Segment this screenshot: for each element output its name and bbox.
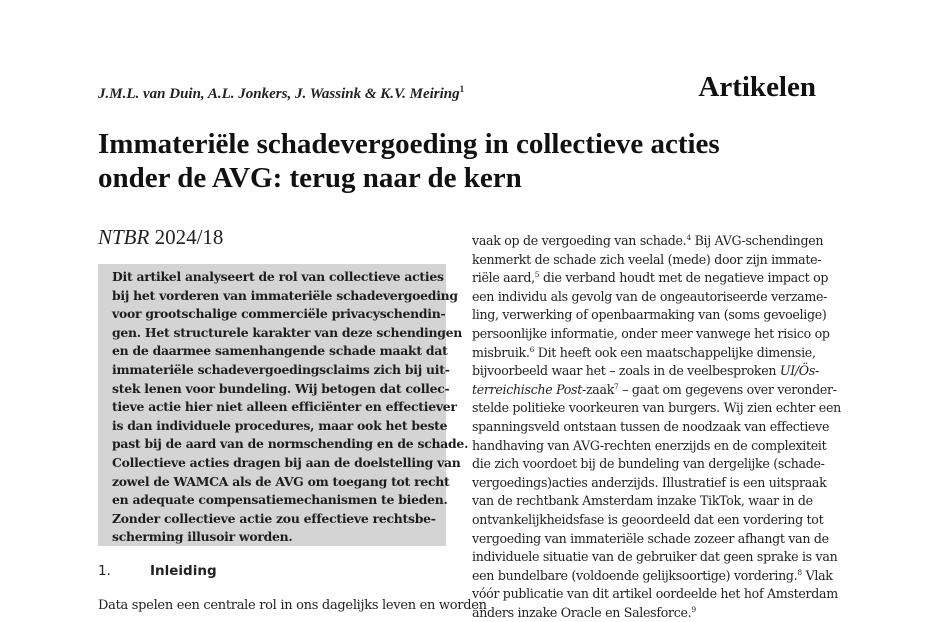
section-heading (98, 563, 217, 579)
body-line: handhaving van AVG-rechten enerzijds en de complexiteit (472, 437, 827, 453)
body-line: vergoeding van immateriële schade zozeer afhangt van de (472, 530, 829, 546)
abstract-line: tieve actie hier niet alleen efficiënter en effectiever (112, 399, 457, 415)
body-line: terreichische Post-zaak$^7$ – gaat om gegevens over veronder- (472, 381, 837, 397)
footnote-marker[interactable]: 9 (691, 604, 696, 614)
body-line: vaak op de vergoeding van schade.$^4$ Bij AVG-schendingen (472, 232, 824, 248)
section-label: Artikelen (698, 71, 816, 103)
body-line: vóór publicatie van dit artikel oordeelde het hof Amsterdam (472, 586, 838, 602)
body-line: kenmerkt de schade zich veelal (mede) door zijn immate- (472, 251, 822, 267)
article-title (98, 127, 798, 195)
body-line: ontvankelijkheidsfase is geoordeeld dat een vordering tot (472, 511, 824, 527)
body-line: een bundelbare (voldoende gelijksoortige) vordering.$^8$ Vlak (472, 567, 833, 583)
abstract-line: bij het vorderen van immateriële schadevergoeding (112, 287, 458, 303)
reference-number: 2024/18 (154, 225, 224, 249)
journal-reference (98, 225, 223, 250)
case-name-italic: UI/Ös- (779, 363, 819, 379)
abstract-line: voor grootschalige commerciële privacyschendin- (112, 306, 446, 322)
title-line: Immateriële schadevergoeding in collectieve acties (98, 128, 720, 160)
journal-name: NTBR (98, 225, 150, 249)
body-line: ling, verwerking of openbaarmaking van (soms gevoelige) (472, 307, 827, 323)
abstract-line: en adequate compensatiemechanismen te bieden. (112, 492, 448, 508)
footnote-marker[interactable]: 8 (797, 567, 802, 577)
abstract-line: Collectieve acties dragen bij aan de doelstelling van (112, 454, 461, 470)
body-line: bijvoorbeeld waar het – zoals in de veelbesproken UI/Ös- (472, 363, 819, 379)
footnote-marker[interactable]: 4 (686, 232, 691, 242)
body-first-line: Data spelen een centrale rol in ons dagelijks leven en worden (98, 598, 487, 613)
body-line: vergoedings)acties anderzijds. Illustratief is een uitspraak (472, 474, 827, 490)
abstract-line: en de daarmee samenhangende schade maakt dat (112, 343, 448, 359)
abstract-line: Zonder collectieve actie zou effectieve rechtsbe- (112, 510, 436, 526)
abstract-line: is dan individuele procedures, maar ook het beste (112, 417, 448, 433)
body-line: spanningsveld ontstaan tussen de noodzaak van effectieve (472, 418, 830, 434)
body-line: een individu als gevolg van de ongeautoriseerde verzame- (472, 288, 828, 304)
abstract-line: Dit artikel analyseert de rol van collectieve acties (112, 269, 444, 284)
case-name-italic: terreichische Post (472, 381, 582, 397)
footnote-marker[interactable]: 7 (614, 381, 619, 391)
section-title: Inleiding (150, 563, 217, 579)
body-line: stelde politieke voorkeuren van burgers. Wij zien echter een (472, 400, 841, 416)
author-footnote-marker: 1 (459, 84, 465, 94)
body-line: riële aard,$^5$ die verband houdt met de negatieve impact op (472, 270, 829, 286)
body-line: individuele situatie van de gebruiker dat geen sprake is van (472, 549, 838, 565)
abstract-line: past bij de aard van de normschending en de schade. (112, 436, 469, 452)
body-column-right (472, 232, 841, 622)
section-number: 1. (98, 563, 111, 579)
abstract-line: gen. Het structurele karakter van deze schendingen (112, 324, 463, 340)
body-line: misbruik.$^6$ Dit heeft ook een maatschappelijke dimensie, (472, 344, 816, 360)
abstract-line: immateriële schadevergoedingsclaims zich bij uit- (112, 361, 450, 377)
abstract-line: zowel de WAMCA als de AVG om toegang tot recht (112, 473, 450, 489)
footnote-marker[interactable]: 5 (534, 270, 540, 279)
abstract-line: scherming illusoir worden. (112, 529, 293, 545)
body-line: die zich voordoet bij de bundeling van dergelijke (schade- (472, 456, 825, 472)
authors-text: J.M.L. van Duin, A.L. Jonkers, J. Wassink & K.V. Meiring (98, 86, 460, 102)
title-line: onder de AVG: terug naar de kern (98, 162, 522, 194)
body-line: van de rechtbank Amsterdam inzake TikTok, waar in de (472, 493, 813, 509)
body-line: persoonlijke informatie, onder meer vanwege het risico op (472, 325, 830, 341)
author-line (98, 84, 464, 103)
abstract-box (98, 264, 469, 546)
abstract-line: stek lenen voor bundeling. Wij betogen dat collec- (112, 380, 450, 396)
body-line: anders inzake Oracle en Salesforce.$^9$ (472, 604, 696, 620)
footnote-marker[interactable]: 6 (529, 344, 535, 354)
